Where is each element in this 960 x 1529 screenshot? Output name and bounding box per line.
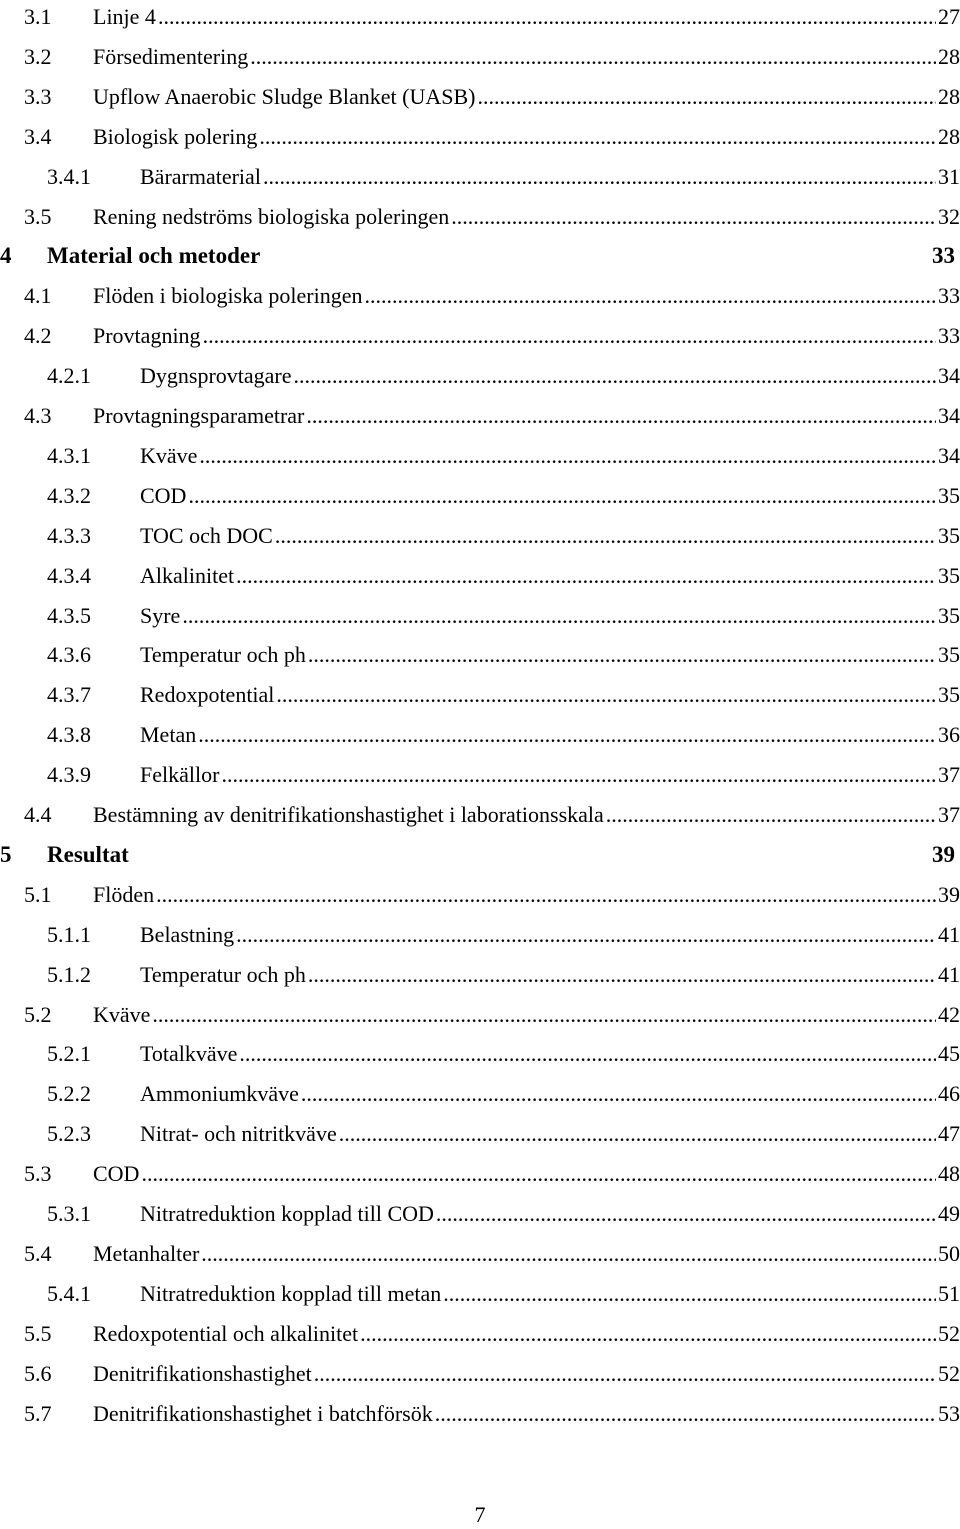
toc-entry-page: 35	[938, 522, 960, 548]
toc-entry-page: 35	[938, 602, 960, 628]
toc-entry-title: Nitrat- och nitritkväve	[140, 1121, 337, 1147]
toc-entry-page: 33	[938, 323, 960, 349]
toc-entry-title: Syre	[140, 602, 181, 628]
toc-entry-number: 4.3.6	[47, 642, 91, 668]
toc-dot-leader	[314, 1359, 936, 1389]
toc-entry-page: 41	[938, 961, 960, 987]
toc-entry-title: Metan	[140, 722, 197, 748]
toc-entry-title: Provtagningsparametrar	[93, 403, 305, 428]
toc-entry-title: Flöden	[93, 881, 155, 907]
toc-entry[interactable]	[24, 1399, 960, 1429]
toc-entry-number: 5.4	[24, 1240, 52, 1266]
toc-dot-leader	[141, 1159, 936, 1189]
toc-entry-title: Försedimentering	[93, 43, 249, 69]
toc-entry-page: 28	[938, 123, 960, 149]
toc-entry-number: 4.4	[24, 802, 52, 827]
toc-entry-number: 3.5	[24, 203, 52, 229]
toc-entry-page: 28	[938, 43, 960, 69]
toc-entry-page: 46	[938, 1081, 960, 1107]
toc-entry-title: Denitrifikationshastighet i batchförsök	[93, 1400, 433, 1426]
toc-chapter-entry[interactable]	[0, 840, 955, 870]
toc-entry-page: 28	[938, 83, 960, 109]
toc-dot-leader	[250, 42, 936, 72]
toc-entry[interactable]	[24, 122, 960, 152]
toc-entry-title: Denitrifikationshastighet	[93, 1360, 312, 1386]
toc-dot-leader	[236, 561, 936, 591]
toc-entry[interactable]	[24, 1159, 960, 1189]
toc-entry[interactable]	[47, 720, 960, 750]
toc-dot-leader	[188, 481, 936, 511]
toc-dot-leader	[443, 1279, 936, 1309]
toc-entry-title: Redoxpotential	[140, 682, 275, 708]
toc-dot-leader	[236, 920, 936, 950]
page-number: 7	[474, 1502, 486, 1527]
toc-entry[interactable]	[47, 640, 960, 670]
toc-entry-page: 52	[938, 1320, 960, 1346]
toc-entry-page: 33	[938, 283, 960, 309]
toc-entry-title: COD	[140, 482, 187, 508]
toc-entry-page: 35	[938, 682, 960, 708]
toc-entry-number: 5	[0, 841, 12, 867]
toc-entry[interactable]	[24, 2, 960, 32]
toc-dot-leader	[451, 202, 936, 232]
toc-entry-page: 50	[938, 1240, 960, 1266]
toc-entry-number: 4.1	[24, 283, 52, 309]
toc-entry-page: 37	[938, 762, 960, 788]
toc-entry-number: 5.3.1	[47, 1201, 91, 1226]
toc-entry-page: 35	[938, 642, 960, 668]
toc-entry-number: 4.3.3	[47, 522, 91, 548]
toc-entry-page: 39	[932, 841, 955, 867]
toc-entry-number: 5.2.3	[47, 1121, 91, 1147]
toc-entry-page: 48	[938, 1161, 960, 1187]
toc-entry-number: 5.1	[24, 881, 52, 907]
toc-entry-title: Temperatur och ph	[140, 642, 306, 668]
toc-dot-leader	[436, 1199, 936, 1229]
toc-entry-page: 37	[938, 802, 960, 827]
toc-entry-title: Bärarmaterial	[140, 163, 261, 189]
toc-entry-title: Metanhalter	[93, 1240, 200, 1266]
toc-entry[interactable]	[47, 481, 960, 511]
toc-entry[interactable]	[24, 42, 960, 72]
toc-dot-leader	[259, 122, 936, 152]
toc-entry-page: 45	[938, 1041, 960, 1067]
toc-entry-number: 3.1	[24, 4, 52, 29]
toc-entry[interactable]	[47, 920, 960, 950]
toc-dot-leader	[339, 1119, 936, 1149]
toc-entry[interactable]	[47, 760, 960, 790]
toc-dot-leader	[364, 281, 936, 311]
toc-entry-page: 35	[938, 482, 960, 508]
toc-entry[interactable]	[47, 601, 960, 631]
toc-entry-number: 3.3	[24, 83, 52, 109]
toc-entry-number: 5.3	[24, 1161, 52, 1187]
toc-dot-leader	[199, 441, 936, 471]
toc-dot-leader	[158, 2, 936, 32]
toc-entry-page: 36	[938, 722, 960, 748]
toc-entry-number: 5.1.2	[47, 961, 91, 987]
toc-entry-number: 5.1.1	[47, 921, 91, 947]
toc-dot-leader	[275, 521, 936, 551]
toc-dot-leader	[156, 880, 936, 910]
toc-entry-title: COD	[93, 1161, 140, 1187]
toc-entry-title: Redoxpotential och alkalinitet	[93, 1320, 359, 1346]
toc-dot-leader	[263, 162, 936, 192]
toc-entry-number: 4.3	[24, 403, 52, 428]
toc-entry[interactable]	[24, 401, 960, 431]
toc-entry-number: 4.3.2	[47, 482, 91, 508]
toc-entry[interactable]	[24, 321, 960, 351]
toc-dot-leader	[478, 82, 937, 112]
toc-entry-number: 4.2	[24, 323, 52, 349]
toc-entry[interactable]	[24, 1359, 960, 1389]
toc-entry[interactable]	[47, 1279, 960, 1309]
toc-entry[interactable]	[24, 800, 960, 830]
toc-entry-number: 4	[0, 243, 12, 269]
toc-entry-title: Bestämning av denitrifikationshastighet i laborationsskala	[93, 802, 604, 827]
toc-entry-number: 5.4.1	[47, 1280, 91, 1306]
toc-entry-page: 47	[938, 1121, 960, 1147]
toc-entry-title: Linje 4	[93, 4, 156, 29]
toc-dot-leader	[306, 401, 936, 431]
toc-dot-leader	[276, 680, 936, 710]
toc-entry-number: 5.2.1	[47, 1041, 91, 1067]
toc-entry-page: 34	[938, 403, 960, 428]
toc-entry-title: Totalkväve	[140, 1041, 238, 1067]
toc-entry-page: 52	[938, 1360, 960, 1386]
toc-entry-page: 34	[938, 363, 960, 389]
toc-entry[interactable]	[24, 1319, 960, 1349]
toc-entry-title: Rening nedströms biologiska poleringen	[93, 203, 450, 229]
toc-entry-number: 4.2.1	[47, 363, 91, 389]
toc-entry-title: Temperatur och ph	[140, 961, 306, 987]
toc-dot-leader	[606, 800, 936, 830]
toc-entry-page: 32	[938, 203, 960, 229]
toc-entry-page: 39	[938, 881, 960, 907]
toc-entry-page: 51	[938, 1280, 960, 1306]
toc-entry-title: Upflow Anaerobic Sludge Blanket (UASB)	[93, 83, 476, 109]
toc-entry-page: 31	[938, 163, 960, 189]
toc-entry-number: 3.2	[24, 43, 52, 69]
toc-dot-leader	[152, 1000, 936, 1030]
toc-dot-leader	[221, 760, 936, 790]
toc-entry-number: 4.3.4	[47, 562, 91, 588]
toc-entry[interactable]	[47, 960, 960, 990]
toc-entry-number: 3.4.1	[47, 163, 91, 189]
toc-dot-leader	[360, 1319, 936, 1349]
toc-dot-leader	[201, 1239, 936, 1269]
toc-entry-page: 33	[932, 243, 955, 269]
toc-dot-leader	[294, 361, 936, 391]
toc-entry-number: 4.3.7	[47, 682, 91, 708]
toc-dot-leader	[198, 720, 936, 750]
toc-entry-number: 4.3.5	[47, 602, 91, 628]
toc-entry-number: 5.7	[24, 1400, 52, 1426]
toc-entry-title: Biologisk polering	[93, 123, 258, 149]
toc-entry[interactable]	[47, 521, 960, 551]
toc-entry[interactable]	[47, 162, 960, 192]
toc-entry-title: TOC och DOC	[140, 522, 273, 548]
toc-entry-title: Dygnsprovtagare	[140, 363, 292, 389]
toc-dot-leader	[308, 960, 936, 990]
toc-entry[interactable]	[47, 680, 960, 710]
toc-entry-page: 27	[938, 4, 960, 29]
toc-entry-page: 42	[938, 1001, 960, 1027]
toc-entry-page: 41	[938, 921, 960, 947]
toc-entry[interactable]	[47, 361, 960, 391]
toc-entry-title: Material och metoder	[47, 243, 261, 269]
toc-entry-number: 4.3.1	[47, 442, 91, 468]
toc-entry[interactable]	[24, 82, 960, 112]
toc-entry-number: 4.3.9	[47, 762, 91, 788]
toc-dot-leader	[435, 1399, 936, 1429]
toc-entry-title: Alkalinitet	[140, 562, 235, 588]
toc-entry[interactable]	[24, 281, 960, 311]
toc-entry[interactable]	[24, 880, 960, 910]
toc-entry-title: Kväve	[93, 1001, 151, 1027]
toc-entry-title: Flöden i biologiska poleringen	[93, 283, 363, 309]
toc-entry-title: Felkällor	[140, 762, 220, 788]
toc-entry-title: Resultat	[47, 841, 129, 867]
toc-entry-number: 5.2	[24, 1001, 52, 1027]
toc-entry-title: Belastning	[140, 921, 235, 947]
toc-entry-title: Provtagning	[93, 323, 201, 349]
toc-entry-page: 49	[938, 1201, 960, 1226]
toc-entry-page: 35	[938, 562, 960, 588]
toc-entry-page: 53	[938, 1400, 960, 1426]
toc-entry-page: 34	[938, 442, 960, 468]
toc-entry[interactable]	[47, 1119, 960, 1149]
toc-entry-number: 5.5	[24, 1320, 52, 1346]
toc-entry-number: 5.6	[24, 1360, 52, 1386]
toc-entry[interactable]	[24, 202, 960, 232]
toc-entry-title: Nitratreduktion kopplad till metan	[140, 1280, 442, 1306]
toc-entry[interactable]	[47, 441, 960, 471]
toc-entry[interactable]	[24, 1000, 960, 1030]
toc-dot-leader	[239, 1039, 936, 1069]
toc-entry-title: Kväve	[140, 442, 198, 468]
toc-entry[interactable]	[24, 1239, 960, 1269]
toc-entry-number: 4.3.8	[47, 722, 91, 748]
toc-dot-leader	[308, 640, 936, 670]
toc-entry-title: Nitratreduktion kopplad till COD	[140, 1201, 434, 1226]
toc-entry-number: 5.2.2	[47, 1081, 91, 1107]
toc-dot-leader	[203, 321, 936, 351]
toc-entry-number: 3.4	[24, 123, 52, 149]
toc-entry[interactable]	[47, 1039, 960, 1069]
toc-dot-leader	[301, 1079, 936, 1109]
toc-chapter-entry[interactable]	[0, 241, 955, 271]
toc-entry[interactable]	[47, 561, 960, 591]
toc-entry-title: Ammoniumkväve	[140, 1081, 299, 1107]
toc-entry[interactable]	[47, 1079, 960, 1109]
toc-dot-leader	[182, 601, 936, 631]
toc-entry[interactable]	[47, 1199, 960, 1229]
